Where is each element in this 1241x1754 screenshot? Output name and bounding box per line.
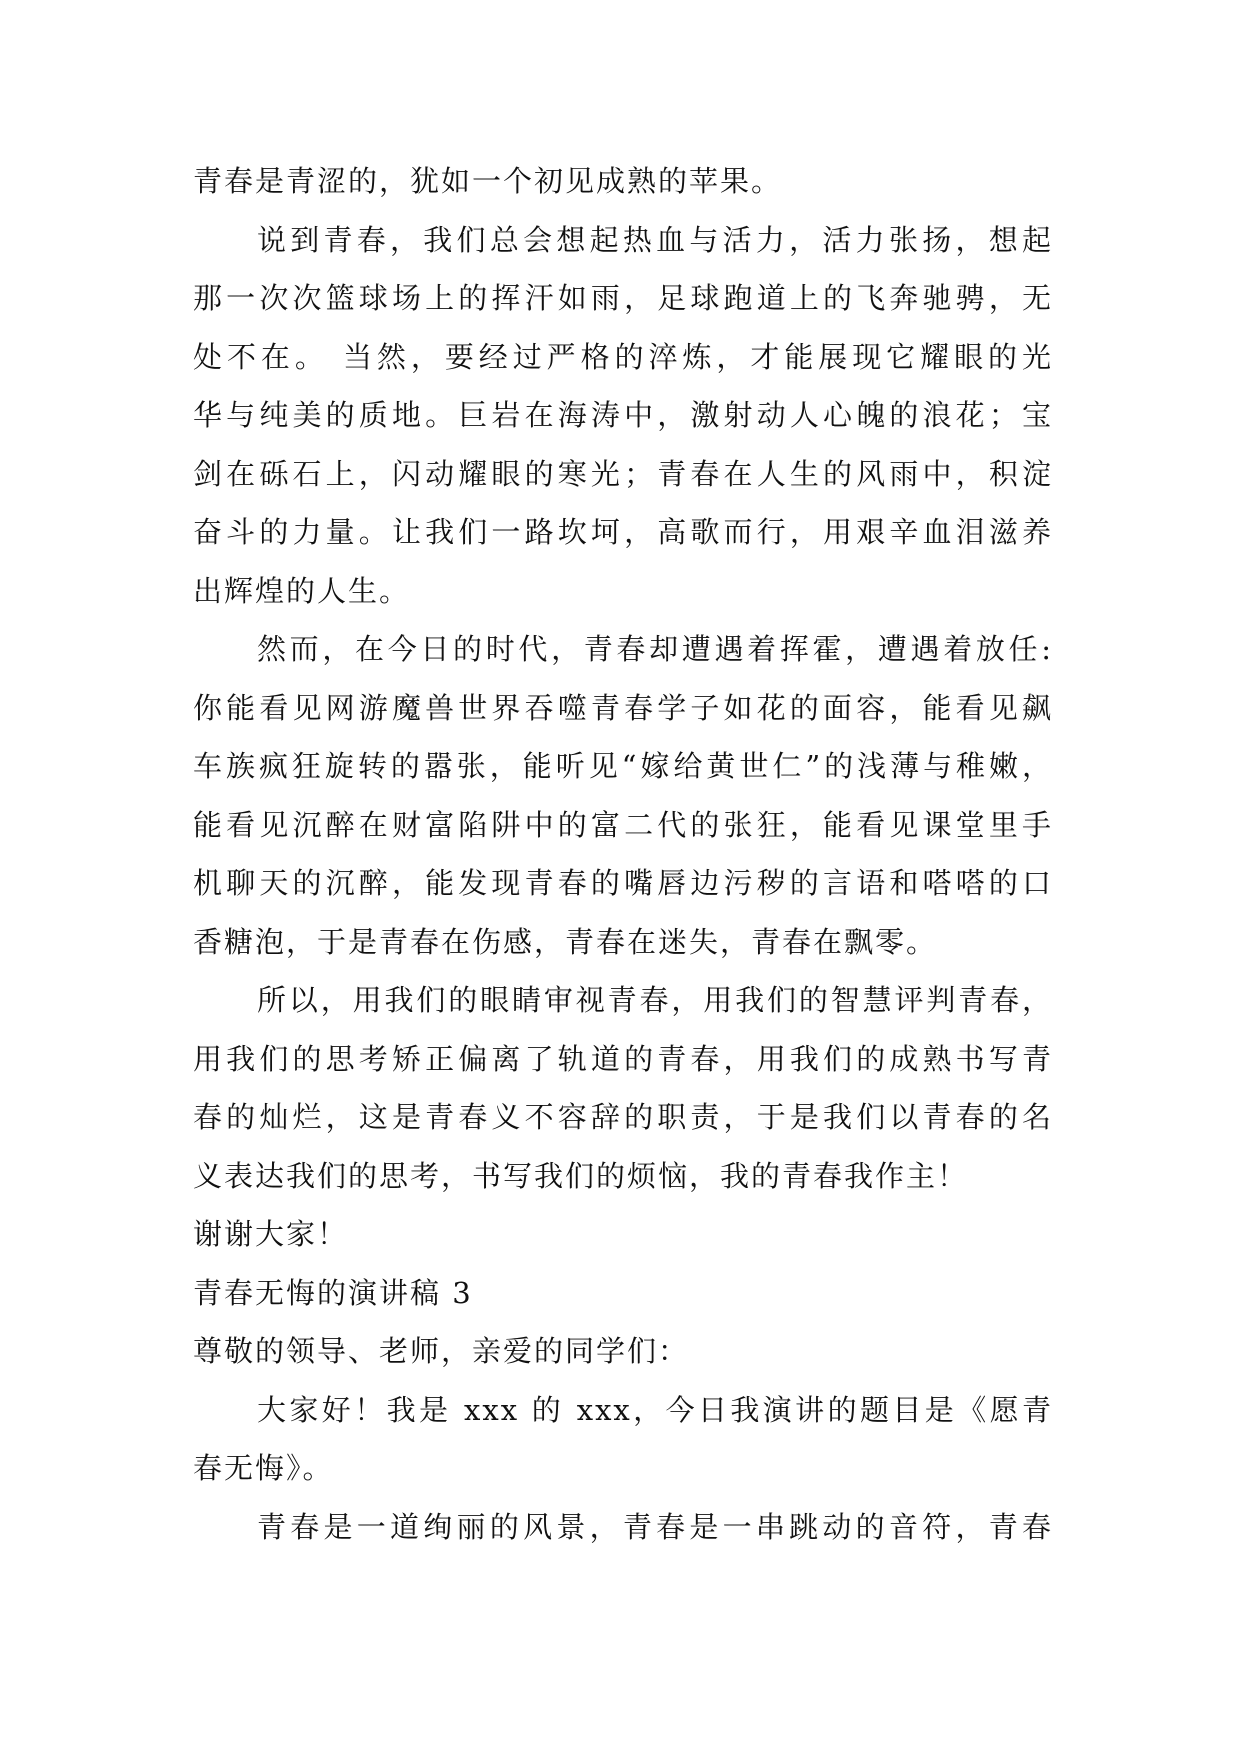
text-line: 说到青春，我们总会想起热血与活力，活力张扬，想起 (257, 222, 1053, 257)
text-line: 你能看见网游魔兽世界吞噬青春学子如花的面容，能看见飙 (193, 690, 1053, 725)
text-line: 剑在砾石上，闪动耀眼的寒光；青春在人生的风雨中，积淀 (193, 456, 1053, 491)
text-line: 那一次次篮球场上的挥汗如雨，足球跑道上的飞奔驰骋，无 (193, 281, 1053, 315)
text-line: 谢谢大家！ (193, 1217, 349, 1251)
text-line: 奋斗的力量。让我们一路坎坷，高歌而行，用艰辛血泪滋养 (193, 515, 1053, 549)
text-line: 能看见沉醉在财富陷阱中的富二代的张狂，能看见课堂里手 (193, 807, 1053, 842)
text-line: 所以，用我们的眼睛审视青春，用我们的智慧评判青春， (257, 983, 1053, 1017)
text-line: 用我们的思考矫正偏离了轨道的青春，用我们的成熟书写青 (193, 1041, 1053, 1076)
text-line: 青春是一道绚丽的风景，青春是一串跳动的音符，青春 (257, 1509, 1053, 1544)
speech-text-body (193, 152, 1053, 1556)
section-heading: 青春无悔的演讲稿 3 (193, 1275, 473, 1310)
text-line: 华与纯美的质地。巨岩在海涛中，激射动人心魄的浪花；宝 (193, 398, 1053, 432)
text-line: 出辉煌的人生。 (193, 573, 411, 608)
text-line: 大家好！我是 xxx 的 xxx，今日我演讲的题目是《愿青 (257, 1392, 1053, 1427)
text-line: 然而，在今日的时代，青春却遭遇着挥霍，遭遇着放任: (257, 632, 1053, 666)
text-line: 机聊天的沉醉，能发现青春的嘴唇边污秽的言语和嗒嗒的口 (193, 866, 1053, 900)
text-line: 春的灿烂，这是青春义不容辞的职责，于是我们以青春的名 (193, 1100, 1053, 1134)
text-line: 车族疯狂旋转的嚣张，能听见“嫁给黄世仁”的浅薄与稚嫩， (193, 749, 1053, 783)
text-line: 义表达我们的思考，书写我们的烦恼，我的青春我作主！ (193, 1158, 969, 1193)
text-line: 春无悔》。 (193, 1451, 334, 1485)
text-line: 青春是青涩的，犹如一个初见成熟的苹果。 (193, 164, 783, 198)
salutation: 尊敬的领导、老师，亲爱的同学们： (193, 1334, 690, 1368)
text-line: 处不在。 当然，要经过严格的淬炼，才能展现它耀眼的光 (193, 339, 1053, 374)
text-line: 香糖泡，于是青春在伤感，青春在迷失，青春在飘零。 (193, 924, 938, 959)
